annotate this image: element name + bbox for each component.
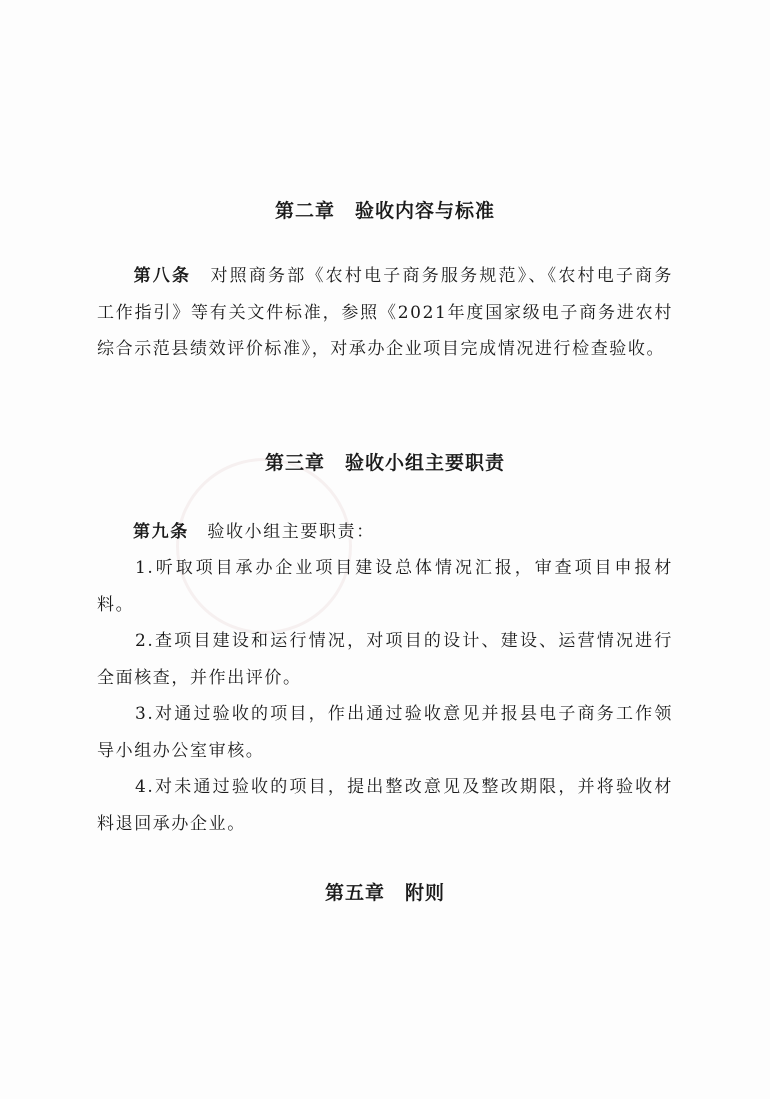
article-8-lead: 第八条: [133, 266, 192, 286]
article-9-item-2: [97, 623, 673, 696]
chapter-5-title: 第五章 附则: [324, 882, 445, 904]
article-9-item-1-text: 1.听取项目承办企业项目建设总体情况汇报，审查项目申报材料。: [97, 558, 673, 615]
article-9: [97, 514, 673, 551]
article-9-item-2-text: 2.查项目建设和运行情况，对项目的设计、建设、运营情况进行全面核查，并作出评价。: [97, 631, 673, 688]
article-8-text: 对照商务部《农村电子商务服务规范》、《农村电子商务工作指引》等有关文件标准，参照《2021年度国家级电子商务进农村综合示范县绩效评价标准》，对承办企业项目完成情况进行检查验收。: [97, 266, 673, 360]
chapter-3-title: 第三章 验收小组主要职责: [264, 452, 505, 474]
article-9-text: 验收小组主要职责：: [188, 522, 375, 542]
article-9-item-3: [97, 696, 673, 769]
article-9-lead: 第九条: [133, 522, 189, 542]
article-8: [97, 258, 673, 368]
chapter-2-title: 第二章 验收内容与标准: [274, 200, 495, 222]
article-9-item-3-text: 3.对通过验收的项目，作出通过验收意见并报县电子商务工作领导小组办公室审核。: [97, 704, 673, 761]
article-9-item-4-text: 4.对未通过验收的项目，提出整改意见及整改期限，并将验收材料退回承办企业。: [97, 777, 673, 834]
article-9-item-1: [97, 550, 673, 623]
article-9-item-4: [97, 769, 673, 842]
